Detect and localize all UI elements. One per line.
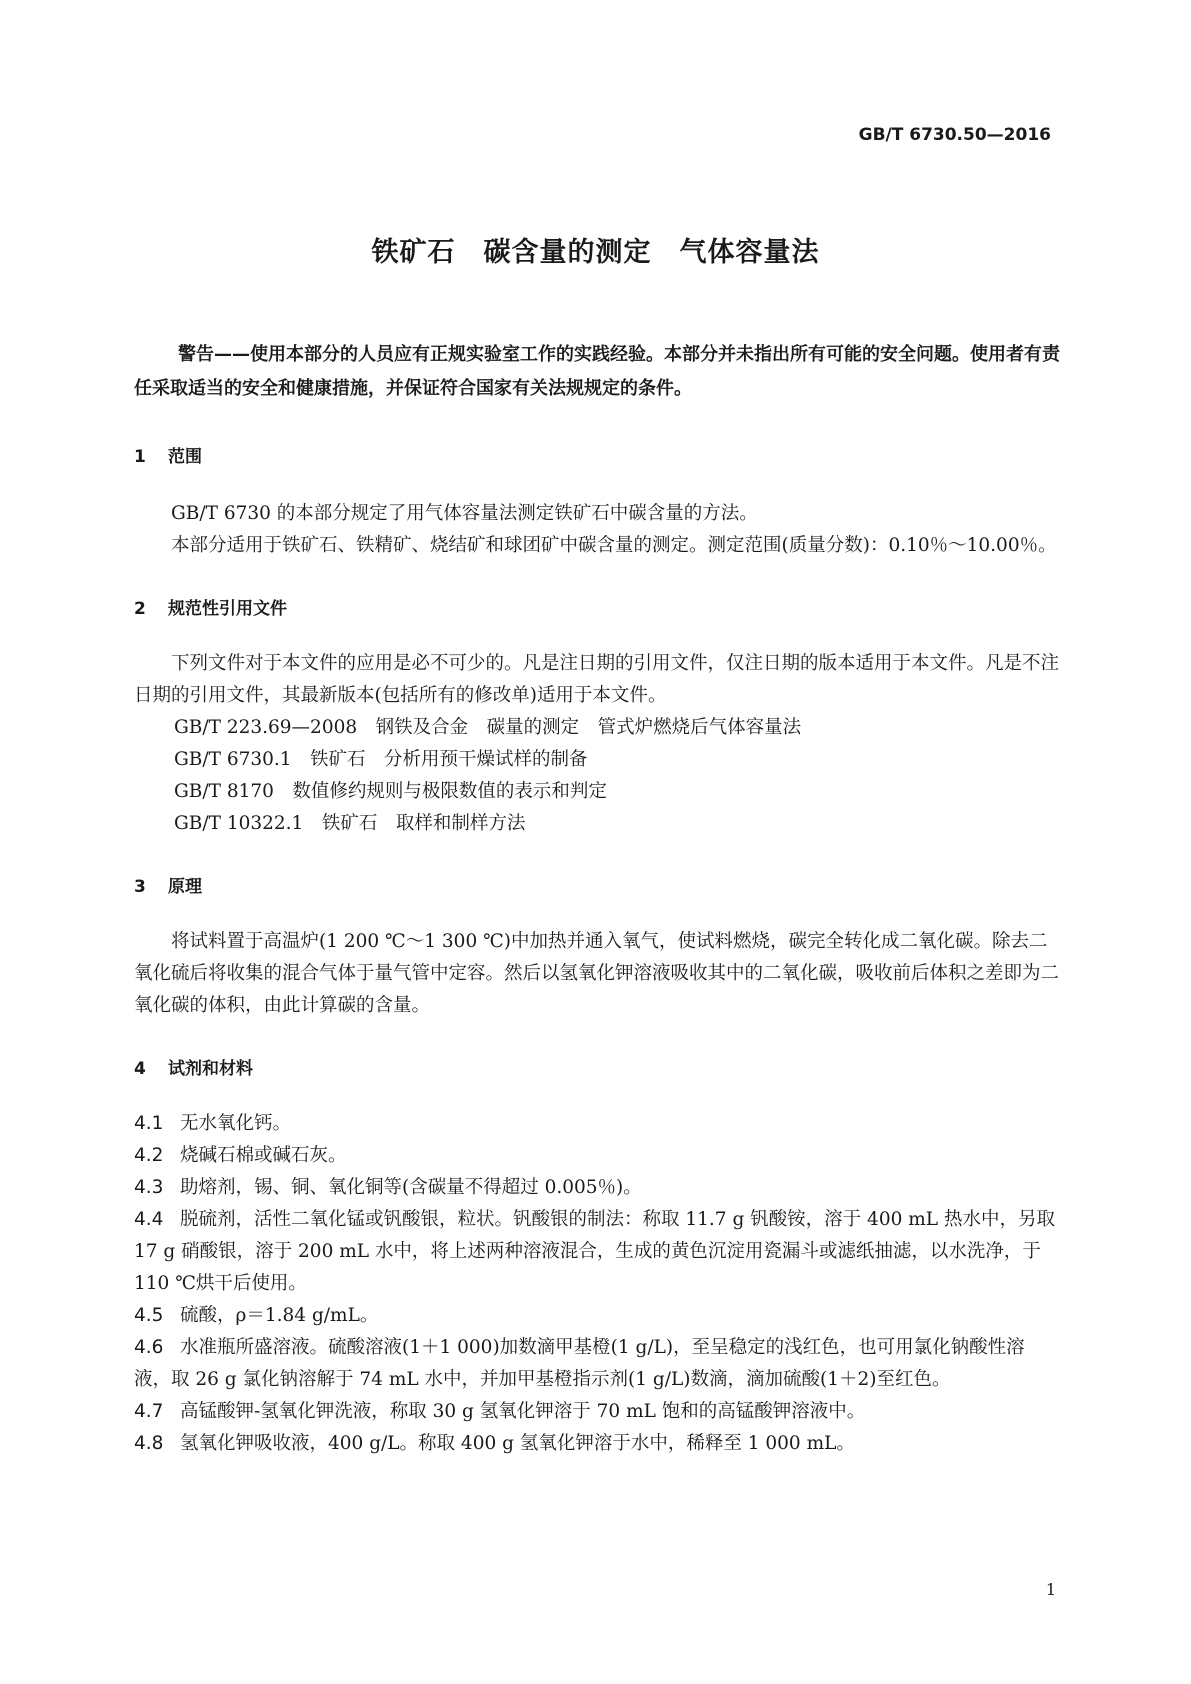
reagent-item [134,1396,1060,1428]
reagent-item-text: 氢氧化钾吸收液，400 g/L。称取 400 g 氢氧化钾溶于水中，稀释至 1 000 mL。 [180,1433,855,1454]
section-4-heading [134,1056,1060,1082]
reagent-item [134,1172,1060,1204]
section-3-paragraph-1: 将试料置于高温炉(1 200 ℃～1 300 ℃)中加热并通入氧气，使试料燃烧，碳完全转化成二氧化碳。除去二氧化硫后将收集的混合气体于量气管中定容。然后以氢氧化钾溶液吸收其中的二氧化碳，吸收前后体积之差即为二氧化碳的体积，由此计算碳的含量。 [134,931,1060,1016]
reagent-item-number: 4.6 [134,1337,164,1358]
section-3-number: 3 [134,877,146,897]
section-2-title: 规范性引用文件 [168,599,287,619]
section-2-paragraph-1: 下列文件对于本文件的应用是必不可少的。凡是注日期的引用文件，仅注日期的版本适用于本文件。凡是不注日期的引用文件，其最新版本(包括所有的修改单)适用于本文件。 [134,653,1060,706]
reagent-item-number: 4.1 [134,1113,164,1134]
reagent-item [134,1204,1060,1300]
reagent-item-number: 4.5 [134,1305,164,1326]
reagent-item [134,1332,1060,1396]
section-1-number: 1 [134,447,146,467]
reagent-item [134,1140,1060,1172]
reagent-item-text: 烧碱石棉或碱石灰。 [180,1145,347,1166]
normative-reference: GB/T 8170 数值修约规则与极限数值的表示和判定 [174,781,607,802]
reagent-item-text: 高锰酸钾-氢氧化钾洗液，称取 30 g 氢氧化钾溶于 70 mL 饱和的高锰酸钾溶液中。 [180,1401,866,1422]
section-1-paragraph-2: 本部分适用于铁矿石、铁精矿、烧结矿和球团矿中碳含量的测定。测定范围(质量分数)：0.10％～10.00％。 [171,535,1057,556]
section-1-heading [134,444,1060,470]
reagent-item-number: 4.7 [134,1401,164,1422]
reagent-item-text: 助熔剂，锡、铜、氧化铜等(含碳量不得超过 0.005％)。 [180,1177,642,1198]
reagent-item-text: 脱硫剂，活性二氧化锰或钒酸银，粒状。钒酸银的制法：称取 11.7 g 钒酸铵，溶于 400 mL 热水中，另取 17 g 硝酸银，溶于 200 mL 水中，将上述两种溶液混合，生成的黄色沉淀用瓷漏斗或滤纸抽滤，以水洗净，于 110 ℃烘干后使用。 [134,1209,1055,1294]
section-4-number: 4 [134,1059,146,1079]
reagent-item-text: 硫酸，ρ＝1.84 g/mL。 [180,1305,379,1326]
reagent-item-text: 无水氧化钙。 [180,1113,292,1134]
standard-code: GB/T 6730.50—2016 [858,125,1051,145]
document-title: 铁矿石 碳含量的测定 气体容量法 [371,237,820,268]
reagent-list [134,1108,1060,1460]
document-body [134,338,1060,1460]
reagent-item [134,1108,1060,1140]
section-2-heading [134,596,1060,622]
reagent-item [134,1300,1060,1332]
reagent-item-number: 4.2 [134,1145,164,1166]
normative-reference: GB/T 6730.1 铁矿石 分析用预干燥试样的制备 [174,749,588,770]
warning-paragraph: 警告——使用本部分的人员应有正规实验室工作的实践经验。本部分并未指出所有可能的安全问题。使用者有责任采取适当的安全和健康措施，并保证符合国家有关法规规定的条件。 [134,344,1060,399]
section-3-heading [134,874,1060,900]
reagent-item-number: 4.4 [134,1209,164,1230]
reagent-item-number: 4.3 [134,1177,164,1198]
section-3-title: 原理 [168,877,202,897]
page-number: 1 [1045,1580,1056,1599]
reagent-item-number: 4.8 [134,1433,164,1454]
reagent-item [134,1428,1060,1460]
normative-reference: GB/T 223.69—2008 钢铁及合金 碳量的测定 管式炉燃烧后气体容量法 [174,717,802,738]
section-4-title: 试剂和材料 [168,1059,253,1079]
section-2-number: 2 [134,599,146,619]
section-1-paragraph-1: GB/T 6730 的本部分规定了用气体容量法测定铁矿石中碳含量的方法。 [171,503,758,524]
normative-reference: GB/T 10322.1 铁矿石 取样和制样方法 [174,813,526,834]
section-1-title: 范围 [168,447,202,467]
reagent-item-text: 水准瓶所盛溶液。硫酸溶液(1＋1 000)加数滴甲基橙(1 g/L)，至呈稳定的浅红色，也可用氯化钠酸性溶液，取 26 g 氯化钠溶解于 74 mL 水中，并加甲基橙指示剂(1 g/L)数滴，滴加硫酸(1＋2)至红色。 [134,1337,1025,1390]
